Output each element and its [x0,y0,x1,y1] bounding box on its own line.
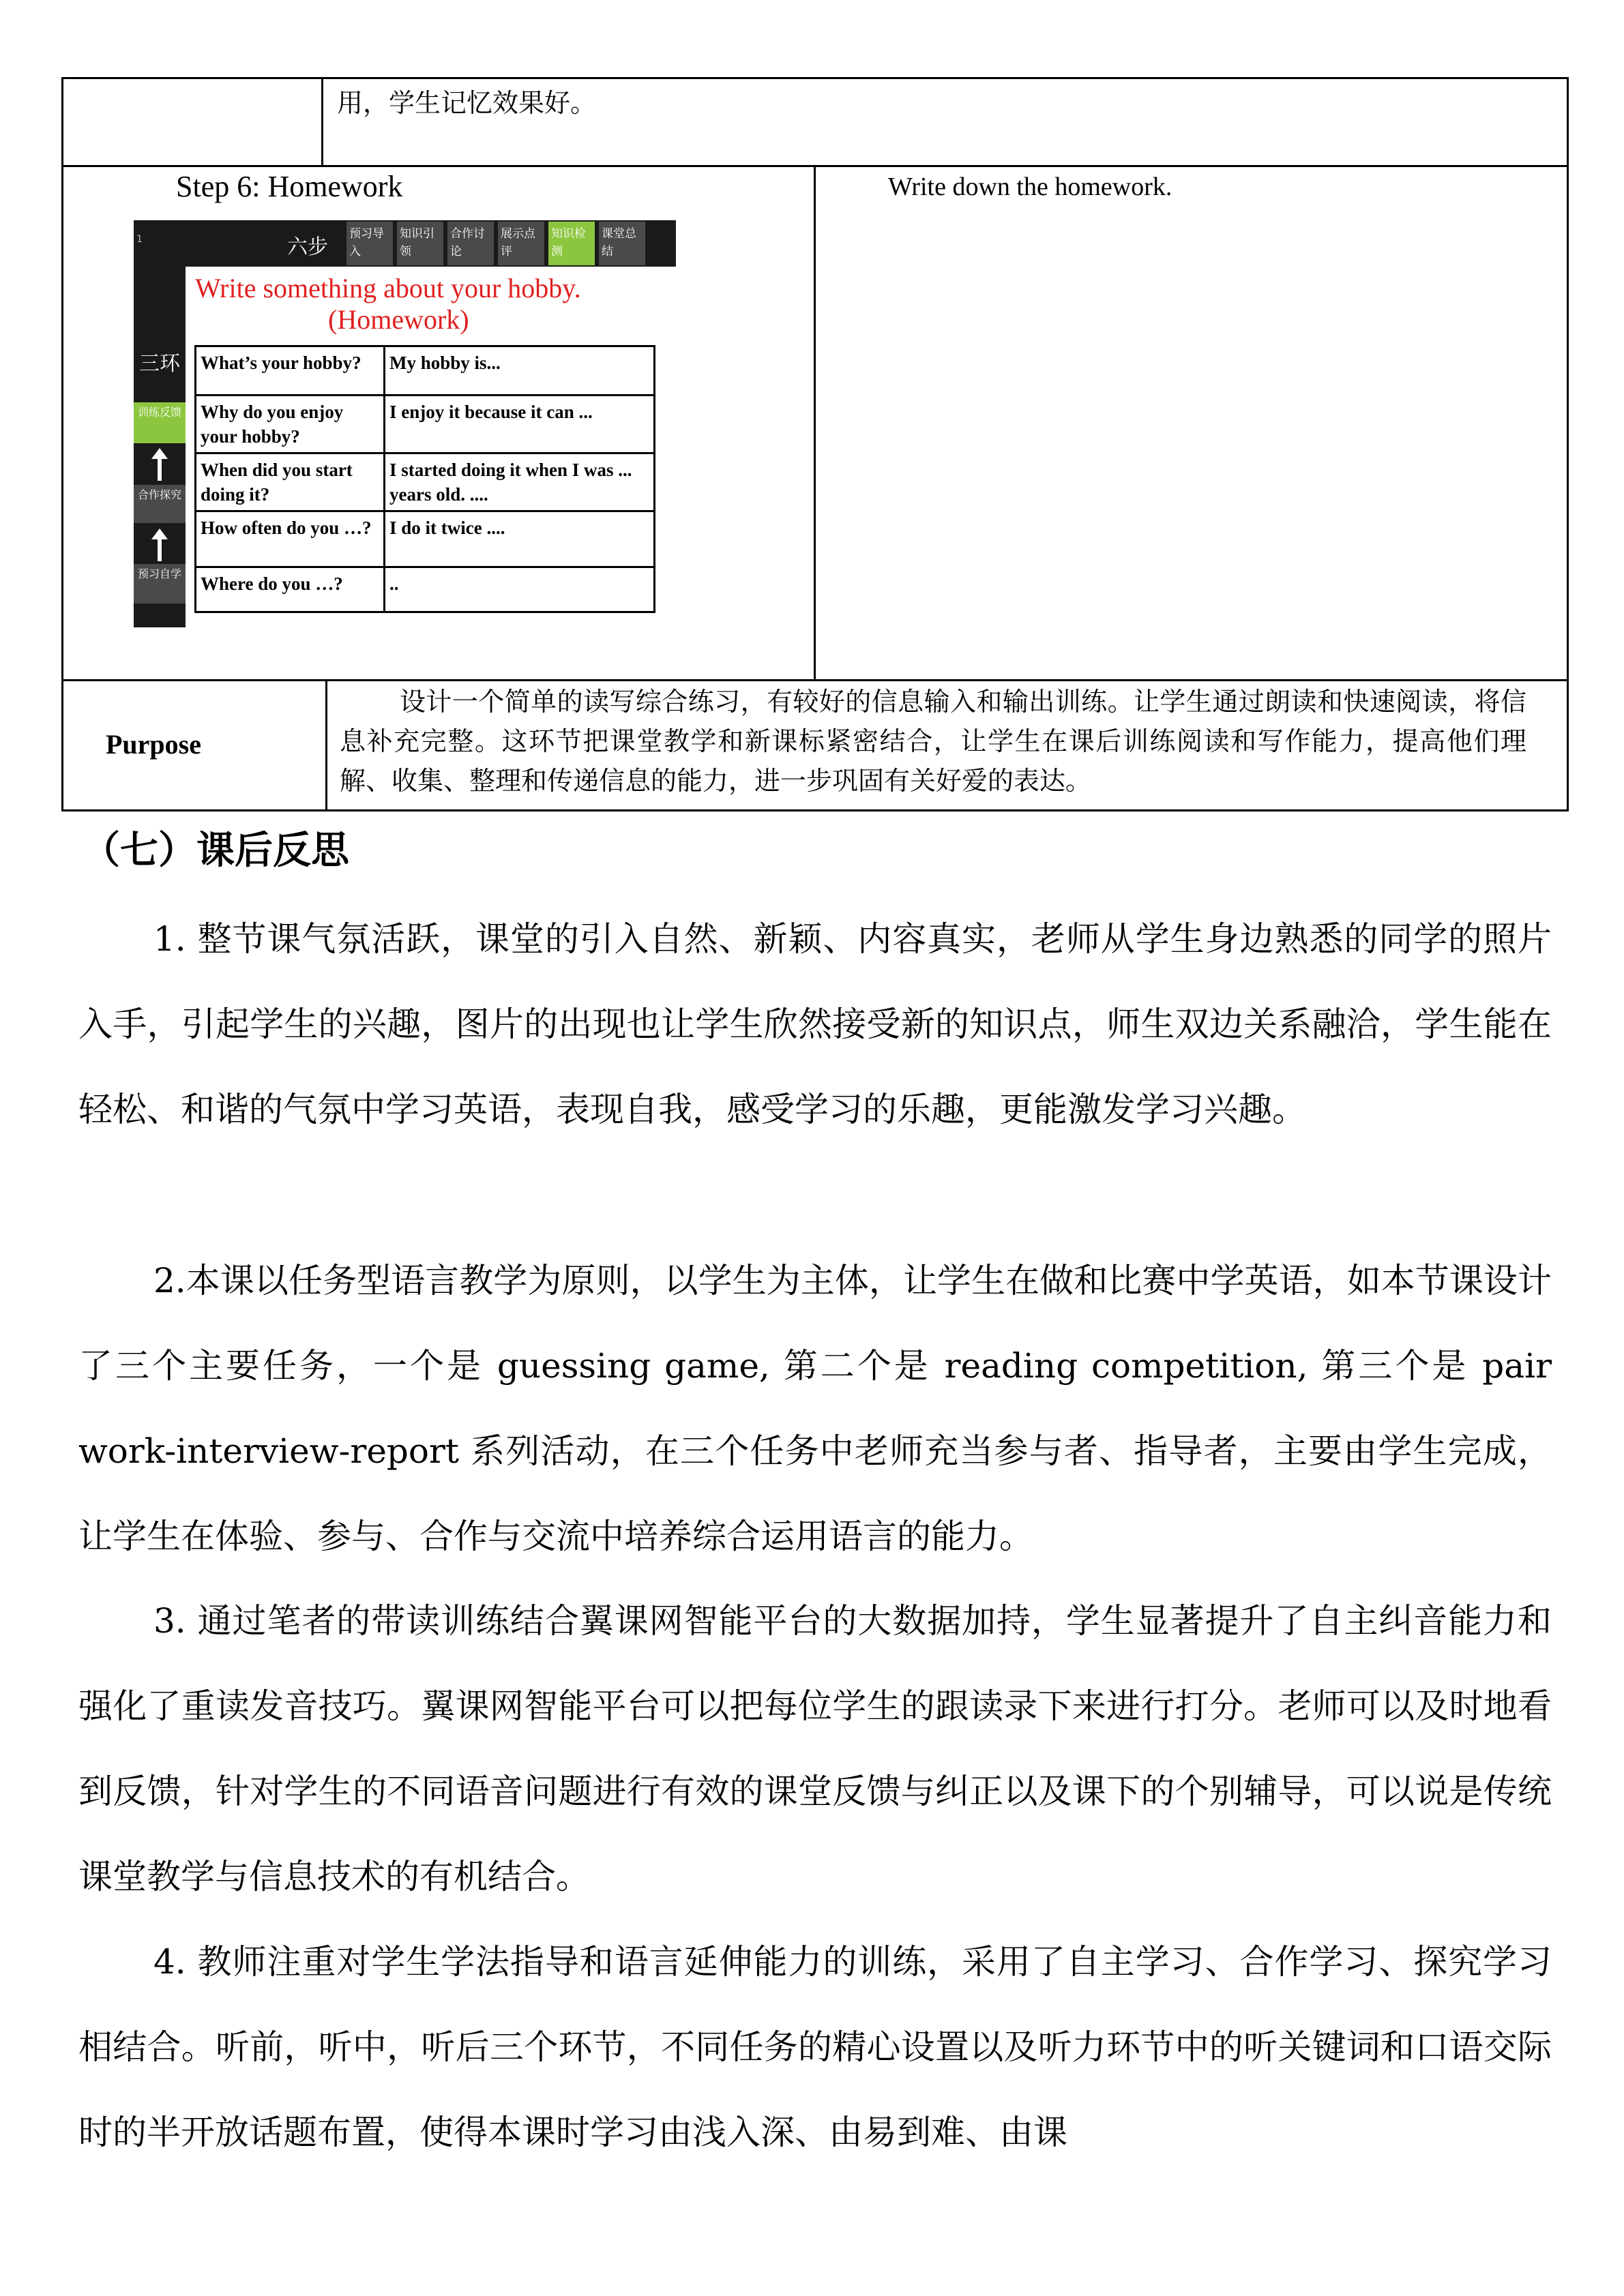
answer-cell: I started doing it when I was ... years old. .... [385,453,655,511]
question-cell: When did you start doing it? [196,453,385,511]
table-border-top [61,77,1569,79]
table-border-bottom [61,809,1569,811]
arrow-shaft [158,538,162,561]
slide-tab-5-active: 知识检测 [548,222,595,265]
table-border-left [61,77,63,811]
rings-label: 三环 [139,352,180,376]
steps-label: 六步 [287,235,328,259]
step-activity: Write down the homework. [888,173,1172,201]
slide-tab-6: 课堂总结 [599,222,645,265]
top-row-text: 用，学生记忆效果好。 [337,88,597,118]
question-cell: How often do you …? [196,511,385,567]
section-title: （七）课后反思 [82,829,349,873]
slide-subtitle: (Homework) [328,304,469,335]
table-divider-step-row [814,165,816,681]
answer-cell: I enjoy it because it can ... [385,396,655,453]
table-row [196,453,655,511]
table-row [196,346,655,396]
answer-cell: I do it twice .... [385,511,655,567]
purpose-label: Purpose [106,729,201,760]
purpose-text: 设计一个简单的读写综合练习，有较好的信息输入和输出训练。让学生通过朗读和快速阅读，将信息补充完整。这环节把课堂教学和新课标紧密结合，让学生在课后训练阅读和写作能力，提高他们理解、收集、整理和传递信息的能力，进一步巩固有关好爱的表达。 [340,687,1526,796]
answer-cell: My hobby is... [385,346,655,396]
table-row [196,567,655,612]
side-box-preview: 预习自学 [134,564,186,603]
side-box-explore: 合作探究 [134,485,186,523]
question-cell: Where do you …? [196,567,385,612]
slide-tab-4: 展示点评 [498,222,544,265]
slide-number: 1 [136,234,143,245]
paragraph-1: 1. 整节课气氛活跃，课堂的引入自然、新颖、内容真实，老师从学生身边熟悉的同学的照片入手，引起学生的兴趣，图片的出现也让学生欣然接受新的知识点，师生双边关系融洽，学生能在轻松、和谐的气氛中学习英语，表现自我，感受学习的乐趣，更能激发学习兴趣。 [78,919,1552,1129]
question-cell: What’s your hobby? [196,346,385,396]
table-border-right [1567,77,1569,811]
homework-slide [134,220,676,627]
paragraph-3: 3. 通过笔者的带读训练结合翼课网智能平台的大数据加持，学生显著提升了自主纠音能力和强化了重读发音技巧。翼课网智能平台可以把每位学生的跟读录下来进行打分。老师可以及时地看到反馈，针对学生的不同语音问题进行有效的课堂反馈与纠正以及课下的个别辅导，可以说是传统课堂教学与信息技术的有机结合。 [78,1601,1552,1896]
paragraph-2: 2.本课以任务型语言教学为原则，以学生为主体，让学生在做和比赛中学英语，如本节课设计了三个主要任务，一个是 guessing game, 第二个是 reading competition, 第三个是 pair work-interview-report 系列活动，在三个任务中老师充当参与者、指导者，主要由学生完成，让学生在体验、参与、合作与交流中培养综合运用语言的能力。 [78,1261,1552,1556]
homework-table [194,345,655,613]
slide-title: Write something about your hobby. [195,273,581,303]
answer-cell: .. [385,567,655,612]
slide-tab-2: 知识引领 [397,222,443,265]
arrow-shaft [158,458,162,481]
side-box-feedback: 训练反馈 [134,402,186,443]
question-cell: Why do you enjoy your hobby? [196,396,385,453]
table-row [196,511,655,567]
slide-tab-1: 预习导入 [346,222,393,265]
step-heading: Step 6: Homework [176,170,403,203]
table-row [196,396,655,453]
table-divider-purpose-row [325,679,327,811]
table-divider-top-row [321,77,323,167]
slide-tab-3: 合作讨论 [447,222,494,265]
paragraph-4: 4. 教师注重对学生学法指导和语言延伸能力的训练，采用了自主学习、合作学习、探究学习相结合。听前，听中，听后三个环节，不同任务的精心设置以及听力环节中的听关键词和口语交际时的半开放话题布置，使得本课时学习由浅入深、由易到难、由课 [78,1942,1552,2152]
